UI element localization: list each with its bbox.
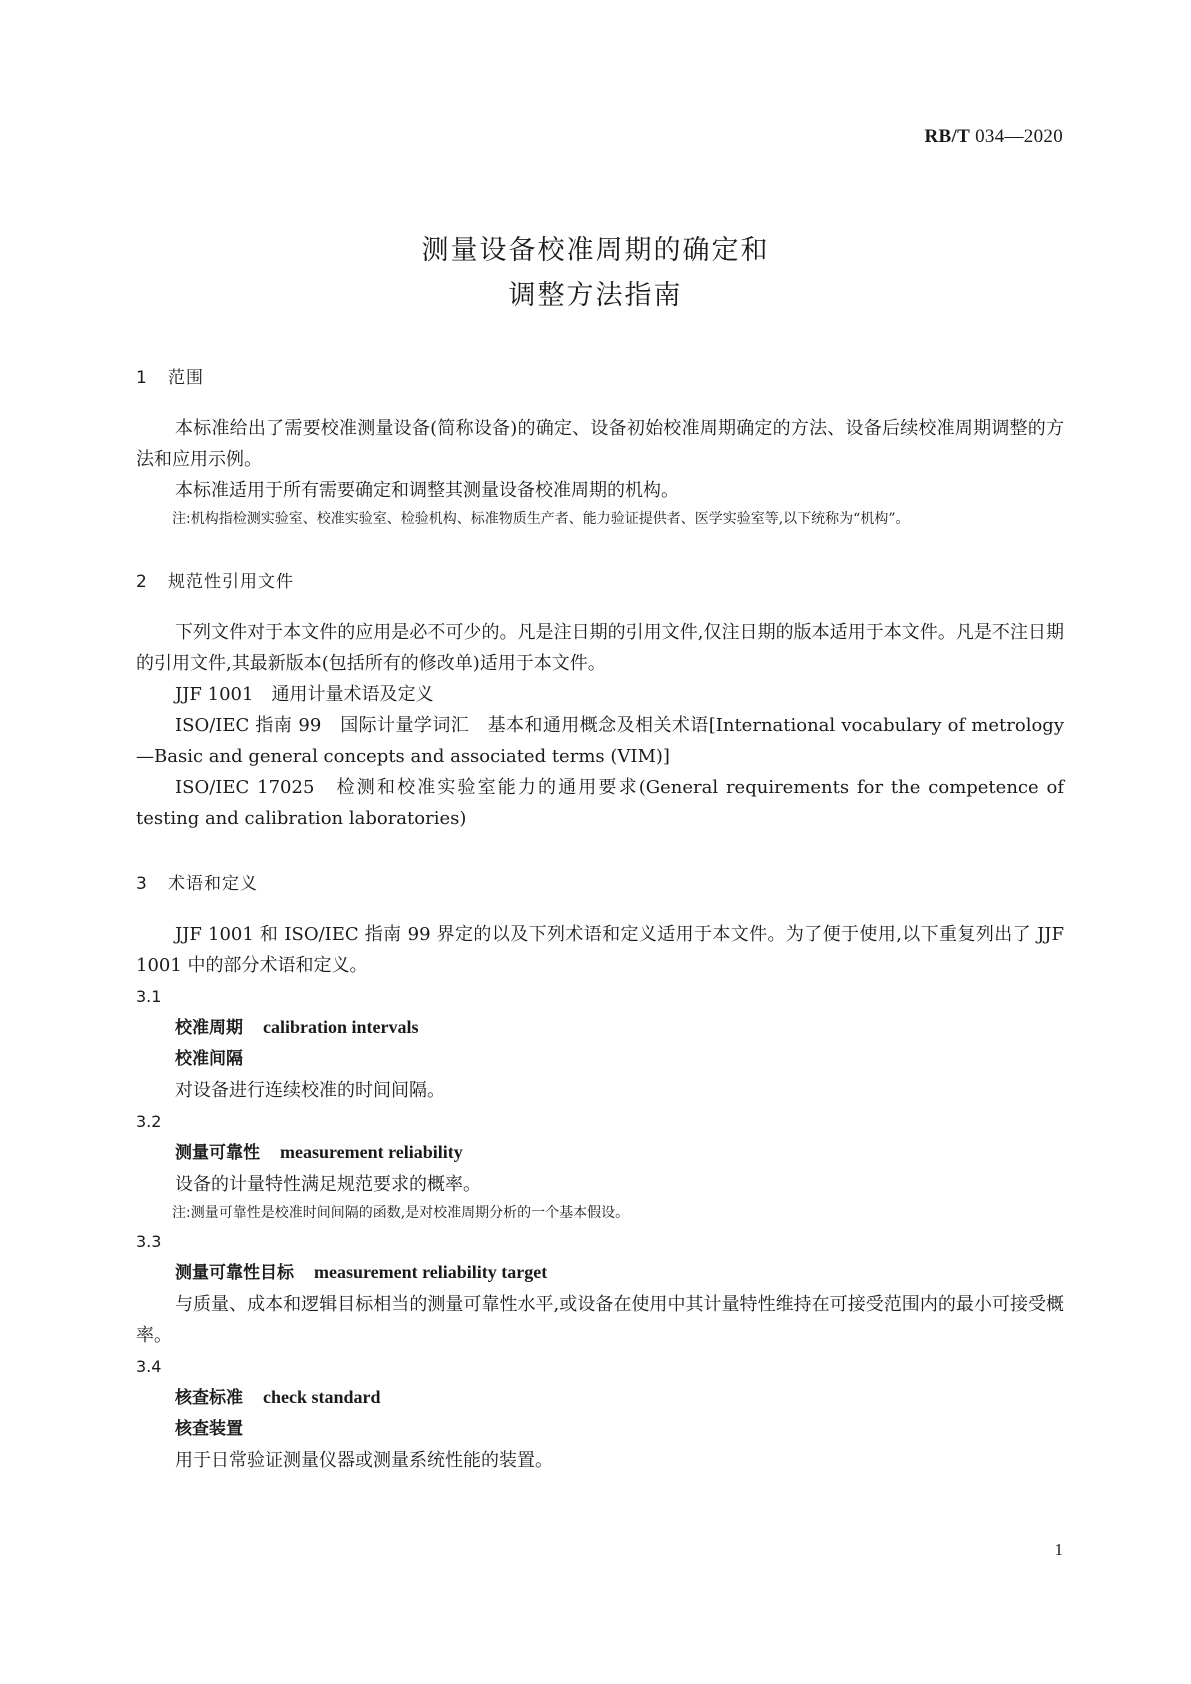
- term-3-2-number: 3.2: [136, 1112, 162, 1131]
- page-number: 1: [1054, 1540, 1063, 1559]
- term-3-2-definition: 设备的计量特性满足规范要求的概率。: [175, 1174, 481, 1195]
- term-3-4-en: check standard: [263, 1387, 381, 1407]
- section-1-heading: [136, 364, 1064, 392]
- term-3-3-number: 3.3: [136, 1232, 162, 1251]
- term-3-2-en: measurement reliability: [280, 1142, 463, 1162]
- note-text: 测量可靠性是校准时间间隔的函数,是对校准周期分析的一个基本假设。: [190, 1205, 630, 1221]
- term-3-1-en: calibration intervals: [263, 1017, 419, 1037]
- section-2-title: 规范性引用文件: [168, 572, 294, 592]
- reference-iso-iec-guide-99: ISO/IEC 指南 99 国际计量学词汇 基本和通用概念及相关术语[International vocabulary of metrology—Basic and general concepts and associated terms (VIM)]: [136, 715, 1064, 767]
- term-3-2-title: [136, 1137, 1064, 1169]
- section-1-paragraph-1: 本标准给出了需要校准测量设备(简称设备)的确定、设备初始校准周期确定的方法、设备后续校准周期调整的方法和应用示例。: [136, 418, 1064, 470]
- section-2-heading: [136, 568, 1064, 596]
- section-3-heading: [136, 870, 1064, 898]
- term-3-1-title: [136, 1012, 1064, 1044]
- term-3-1-number: 3.1: [136, 987, 162, 1006]
- term-3-2-note: [136, 1200, 1064, 1226]
- term-3-3-en: measurement reliability target: [314, 1262, 548, 1282]
- section-3-number: 3: [136, 874, 148, 894]
- term-3-4-alt: 核查装置: [175, 1419, 243, 1439]
- term-3-1-definition: 对设备进行连续校准的时间间隔。: [175, 1080, 445, 1101]
- term-3-4-definition: 用于日常验证测量仪器或测量系统性能的装置。: [175, 1450, 553, 1471]
- section-2-paragraph-1: 下列文件对于本文件的应用是必不可少的。凡是注日期的引用文件,仅注日期的版本适用于本文件。凡是不注日期的引用文件,其最新版本(包括所有的修改单)适用于本文件。: [136, 622, 1064, 674]
- section-1-number: 1: [136, 368, 148, 388]
- reference-jjf-1001: JJF 1001 通用计量术语及定义: [175, 684, 434, 705]
- standard-code: [925, 126, 1064, 148]
- term-3-2-zh: 测量可靠性: [175, 1143, 260, 1163]
- note-label: 注:: [172, 1205, 191, 1221]
- document-title: [0, 228, 1191, 318]
- term-3-3-definition: 与质量、成本和逻辑目标相当的测量可靠性水平,或设备在使用中其计量特性维持在可接受范围内的最小可接受概率。: [136, 1294, 1064, 1346]
- term-3-4-zh: 核查标准: [175, 1388, 243, 1408]
- section-3-title: 术语和定义: [168, 874, 258, 894]
- title-line-1: 测量设备校准周期的确定和: [421, 235, 770, 266]
- document-body: [136, 364, 1064, 1476]
- reference-iso-iec-17025: ISO/IEC 17025 检测和校准实验室能力的通用要求(General requirements for the competence of testing and calibration laboratories): [136, 777, 1064, 829]
- term-3-4-number: 3.4: [136, 1357, 162, 1376]
- standard-code-prefix: RB/T: [924, 126, 971, 147]
- section-2-number: 2: [136, 572, 148, 592]
- note-text: 机构指检测实验室、校准实验室、检验机构、标准物质生产者、能力验证提供者、医学实验室等,以下统称为“机构”。: [190, 511, 910, 527]
- term-3-3-title: [136, 1257, 1064, 1289]
- section-3-paragraph-1: JJF 1001 和 ISO/IEC 指南 99 界定的以及下列术语和定义适用于本文件。为了便于使用,以下重复列出了 JJF 1001 中的部分术语和定义。: [136, 924, 1064, 976]
- title-line-2: 调整方法指南: [508, 280, 683, 311]
- term-3-1-zh: 校准周期: [175, 1018, 243, 1038]
- section-1-paragraph-2: 本标准适用于所有需要确定和调整其测量设备校准周期的机构。: [175, 480, 679, 501]
- standard-code-number: 034—2020: [970, 126, 1063, 147]
- term-3-1-alt: 校准间隔: [175, 1049, 243, 1069]
- section-1-note: [136, 506, 1064, 532]
- note-label: 注:: [172, 511, 191, 527]
- section-1-title: 范围: [168, 368, 204, 388]
- term-3-4-title: [136, 1382, 1064, 1414]
- term-3-3-zh: 测量可靠性目标: [175, 1263, 294, 1283]
